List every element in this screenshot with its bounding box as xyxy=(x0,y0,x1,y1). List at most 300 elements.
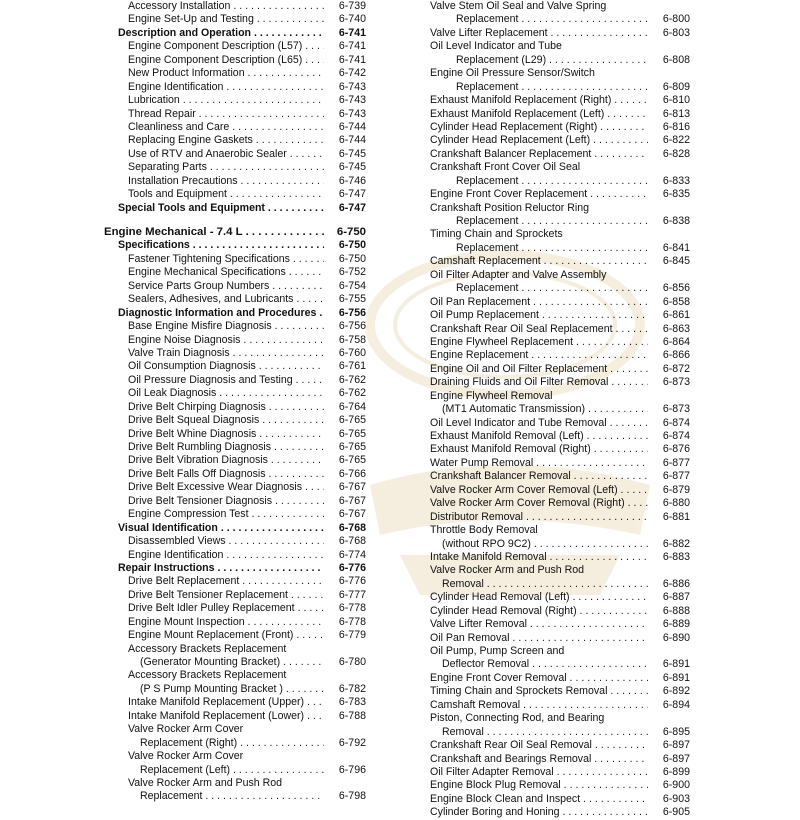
toc-entry-page: 6-747 xyxy=(338,201,366,214)
toc-entry-title: Crankshaft Rear Oil Seal Replacement . . . xyxy=(430,323,648,336)
toc-entry-page: 6-886 xyxy=(662,577,690,590)
toc-entry-title: Valve Rocker Arm Cover xyxy=(128,723,244,736)
toc-entry-page: 6-866 xyxy=(662,349,690,362)
toc-entry-title: Removal . . . xyxy=(442,726,648,739)
toc-entry xyxy=(430,726,690,739)
toc-entry-title: Drive Belt Excessive Wear Diagnosis . . . xyxy=(128,481,324,494)
toc-entry-title: Oil Pan Replacement . . . xyxy=(430,296,648,309)
toc-entry xyxy=(104,441,366,454)
toc-entry-title: Engine Block Clean and Inspect . . . xyxy=(430,793,648,806)
toc-entry xyxy=(430,685,690,698)
toc-entry xyxy=(430,215,690,228)
toc-entry-page: 6-905 xyxy=(662,806,690,819)
toc-entry xyxy=(104,239,366,252)
toc-entry-page: 6-741 xyxy=(338,40,366,53)
toc-entry xyxy=(430,511,690,524)
toc-entry-page: 6-765 xyxy=(338,454,366,467)
toc-entry-title: Cylinder Head Replacement (Right) . . . xyxy=(430,121,648,134)
toc-entry-page: 6-858 xyxy=(662,295,690,308)
toc-entry-page: 6-743 xyxy=(338,94,366,107)
toc-entry xyxy=(430,108,690,121)
toc-entry-title: Drive Belt Whine Diagnosis . . . xyxy=(128,428,324,441)
toc-entry-page: 6-883 xyxy=(662,550,690,563)
toc-entry-page: 6-743 xyxy=(338,107,366,120)
toc-entry xyxy=(430,806,690,819)
toc-entry xyxy=(430,632,690,645)
toc-entry-title: Engine Identification . . . xyxy=(128,549,324,562)
toc-entry-title: Drive Belt Tensioner Replacement . . . xyxy=(128,589,324,602)
toc-entry-page: 6-873 xyxy=(662,376,690,389)
toc-entry-title: Thread Repair . . . xyxy=(128,108,324,121)
toc-entry-title: Drive Belt Chirping Diagnosis . . . xyxy=(128,401,324,414)
toc-entry xyxy=(104,790,366,803)
toc-entry-title: Timing Chain and Sprockets Removal . . . xyxy=(430,685,648,698)
toc-entry-title: Tools and Equipment . . . xyxy=(128,188,324,201)
toc-entry xyxy=(430,67,690,80)
toc-entry-title: Valve Rocker Arm and Push Rod xyxy=(128,776,283,789)
toc-entry xyxy=(104,414,366,427)
toc-entry xyxy=(104,387,366,400)
toc-entry-page: 6-835 xyxy=(662,188,690,201)
toc-entry xyxy=(104,161,366,174)
toc-entry xyxy=(430,430,690,443)
toc-entry-title: Oil Pump, Pump Screen and xyxy=(430,645,565,657)
toc-entry-page: 6-894 xyxy=(662,698,690,711)
toc-entry-title: Engine Front Cover Removal . . . xyxy=(430,672,648,685)
toc-entry-title: Drive Belt Replacement . . . xyxy=(128,575,324,588)
toc-entry-page: 6-880 xyxy=(662,497,690,510)
toc-entry-title: Drive Belt Squeal Diagnosis . . . xyxy=(128,414,324,427)
toc-entry-page: 6-776 xyxy=(338,561,366,574)
toc-entry-title: Engine Replacement . . . xyxy=(430,349,648,362)
toc-entry xyxy=(430,605,690,618)
toc-entry-title: Valve Lifter Replacement . . . xyxy=(430,27,648,40)
toc-entry-title: Specifications . . . xyxy=(118,239,324,252)
toc-entry-title: Lubrication . . . xyxy=(128,94,324,107)
toc-entry-title: Replacement (Right) . . . xyxy=(140,737,324,750)
toc-entry xyxy=(104,253,366,266)
toc-entry-page: 6-874 xyxy=(662,416,690,429)
toc-entry-title: Fastener Tightening Specifications . . . xyxy=(128,253,324,266)
toc-entry-page: 6-899 xyxy=(662,765,690,778)
toc-entry-title: Intake Manifold Removal . . . xyxy=(430,551,648,564)
toc-entry xyxy=(104,374,366,387)
toc-entry xyxy=(430,282,690,295)
toc-entry-page: 6-776 xyxy=(338,575,366,588)
toc-entry-title: Timing Chain and Sprockets xyxy=(430,228,563,241)
toc-entry-title: Base Engine Misfire Diagnosis . . . xyxy=(128,320,324,333)
toc-entry xyxy=(430,672,690,685)
toc-entry-page: 6-777 xyxy=(338,588,366,601)
toc-entry-page: 6-750 xyxy=(338,252,366,265)
toc-entry xyxy=(104,710,366,723)
toc-entry-page: 6-760 xyxy=(338,346,366,359)
toc-entry-title: (Generator Mounting Bracket) . . . xyxy=(140,656,324,669)
toc-entry-page: 6-889 xyxy=(662,618,690,631)
toc-entry-page: 6-779 xyxy=(338,629,366,642)
toc-entry-page: 6-758 xyxy=(338,333,366,346)
toc-entry-title: Oil Pump Replacement . . . xyxy=(430,309,648,322)
toc-entry xyxy=(430,336,690,349)
toc-entry xyxy=(430,712,690,725)
toc-entry-page: 6-744 xyxy=(338,120,366,133)
toc-entry-title: Accessory Brackets Replacement xyxy=(128,669,287,682)
toc-entry-page: 6-887 xyxy=(662,591,690,604)
toc-entry-title: Exhaust Manifold Replacement (Right) . . . xyxy=(430,94,648,107)
toc-entry-page: 6-808 xyxy=(662,53,690,66)
toc-entry-title: Engine Noise Diagnosis . . . xyxy=(128,334,324,347)
toc-entry-page: 6-756 xyxy=(338,306,366,319)
toc-entry-page: 6-798 xyxy=(338,790,366,803)
toc-entry xyxy=(430,269,690,282)
toc-entry xyxy=(430,470,690,483)
toc-entry-title: Oil Leak Diagnosis . . . xyxy=(128,387,324,400)
toc-entry xyxy=(104,495,366,508)
toc-entry-page: 6-816 xyxy=(662,120,690,133)
toc-entry-page: 6-761 xyxy=(338,360,366,373)
toc-entry xyxy=(430,779,690,792)
toc-entry-title: Camshaft Removal . . . xyxy=(430,699,648,712)
toc-entry-title: Disassembled Views . . . xyxy=(128,535,324,548)
toc-entry-title: Valve Stem Oil Seal and Valve Spring xyxy=(430,0,607,12)
toc-entry-title: Engine Compression Test . . . xyxy=(128,508,324,521)
toc-entry xyxy=(104,121,366,134)
toc-entry-page: 6-767 xyxy=(338,508,366,521)
toc-entry-title: Engine Mount Replacement (Front) . . . xyxy=(128,629,324,642)
toc-entry-title: Engine Front Cover Replacement . . . xyxy=(430,188,648,201)
toc-entry-page: 6-872 xyxy=(662,362,690,375)
toc-entry xyxy=(430,618,690,631)
toc-entry-title: Engine Mount Inspection . . . xyxy=(128,616,324,629)
toc-entry-page: 6-895 xyxy=(662,725,690,738)
toc-entry xyxy=(104,202,366,215)
toc-entry xyxy=(104,320,366,333)
toc-entry xyxy=(430,591,690,604)
toc-entry-page: 6-810 xyxy=(662,94,690,107)
toc-entry-page: 6-739 xyxy=(338,0,366,12)
toc-entry-title: Engine Identification . . . xyxy=(128,81,324,94)
toc-entry xyxy=(104,0,366,13)
toc-entry-title: Accessory Installation . . . xyxy=(128,0,324,13)
toc-entry-title: Cylinder Head Removal (Right) . . . xyxy=(430,605,648,618)
toc-entry xyxy=(430,497,690,510)
toc-entry xyxy=(104,13,366,26)
toc-entry xyxy=(104,280,366,293)
toc-entry-page: 6-764 xyxy=(338,400,366,413)
toc-entry-page: 6-828 xyxy=(662,147,690,160)
toc-entry-page: 6-877 xyxy=(662,470,690,483)
toc-entry-title: Intake Manifold Replacement (Upper) . . . xyxy=(128,696,324,709)
toc-entry xyxy=(104,602,366,615)
toc-entry xyxy=(104,454,366,467)
toc-entry xyxy=(104,669,366,682)
toc-entry-page: 6-768 xyxy=(338,535,366,548)
toc-entry xyxy=(104,643,366,656)
toc-entry-page: 6-740 xyxy=(338,13,366,26)
toc-entry-page: 6-900 xyxy=(662,779,690,792)
toc-entry xyxy=(430,739,690,752)
toc-entry xyxy=(430,363,690,376)
toc-entry xyxy=(104,616,366,629)
toc-entry-title: Valve Rocker Arm Cover Removal (Left) . . . xyxy=(430,484,648,497)
toc-entry-title: Replacing Engine Gaskets . . . xyxy=(128,134,324,147)
toc-entry-title: Replacement (Left) . . . xyxy=(140,764,324,777)
toc-entry-title: Intake Manifold Replacement (Lower) . . . xyxy=(128,710,324,723)
toc-entry-page: 6-897 xyxy=(662,739,690,752)
toc-entry xyxy=(430,81,690,94)
toc-entry-page: 6-888 xyxy=(662,604,690,617)
toc-entry-title: (without RPO 9C2) . . . xyxy=(442,538,648,551)
toc-entry xyxy=(104,94,366,107)
toc-entry-page: 6-767 xyxy=(338,481,366,494)
toc-entry-title: Replacement . . . xyxy=(456,282,648,295)
toc-entry-page: 6-783 xyxy=(338,696,366,709)
toc-entry-page: 6-774 xyxy=(338,548,366,561)
toc-entry xyxy=(104,549,366,562)
toc-entry xyxy=(104,148,366,161)
toc-entry-page: 6-796 xyxy=(338,763,366,776)
toc-entry-page: 6-778 xyxy=(338,615,366,628)
toc-entry-page: 6-838 xyxy=(662,215,690,227)
toc-entry-title: Crankshaft and Bearings Removal . . . xyxy=(430,753,648,766)
toc-entry-title: Crankshaft Rear Oil Seal Removal . . . xyxy=(430,739,648,752)
toc-entry xyxy=(430,309,690,322)
toc-entry-page: 6-822 xyxy=(662,134,690,147)
toc-entry xyxy=(104,589,366,602)
toc-entry-title: Deflector Removal . . . xyxy=(442,658,648,671)
toc-entry-page: 6-864 xyxy=(662,335,690,348)
toc-entry xyxy=(104,522,366,535)
toc-entry-page: 6-741 xyxy=(338,26,366,39)
toc-entry-page: 6-750 xyxy=(338,239,366,252)
toc-entry xyxy=(430,27,690,40)
toc-entry xyxy=(104,360,366,373)
toc-entry-title: Piston, Connecting Rod, and Bearing xyxy=(430,712,605,725)
toc-entry-page: 6-765 xyxy=(338,414,366,427)
toc-entry-page: 6-742 xyxy=(338,67,366,80)
toc-entry-page: 6-746 xyxy=(338,174,366,187)
toc-entry-title: Accessory Brackets Replacement xyxy=(128,642,287,655)
toc-entry-title: Crankshaft Front Cover Oil Seal xyxy=(430,161,581,174)
toc-entry-page: 6-877 xyxy=(662,456,690,469)
toc-entry-page: 6-845 xyxy=(662,255,690,268)
toc-entry-title: Diagnostic Information and Procedures . . . xyxy=(118,307,324,320)
toc-entry-title: Service Parts Group Numbers . . . xyxy=(128,280,324,293)
toc-entry-title: Replacement (L29) . . . xyxy=(456,54,648,67)
toc-entry-page: 6-755 xyxy=(338,293,366,306)
toc-column-left xyxy=(104,0,366,804)
toc-entry-page: 6-788 xyxy=(338,709,366,722)
toc-entry-page: 6-876 xyxy=(662,443,690,456)
toc-entry-title: Replacement . . . xyxy=(140,790,324,803)
toc-entry xyxy=(430,188,690,201)
toc-entry xyxy=(104,737,366,750)
toc-entry-page: 6-813 xyxy=(662,107,690,120)
toc-entry xyxy=(104,40,366,53)
toc-entry-page: 6-861 xyxy=(662,309,690,322)
toc-entry xyxy=(430,443,690,456)
toc-entry-page: 6-765 xyxy=(338,427,366,440)
toc-entry-title: Draining Fluids and Oil Filter Removal . . . xyxy=(430,376,648,389)
toc-entry-title: Oil Filter Adapter Removal . . . xyxy=(430,766,648,779)
toc-entry-page: 6-745 xyxy=(338,161,366,174)
toc-entry xyxy=(104,750,366,763)
toc-entry-title: Separating Parts . . . xyxy=(128,161,324,174)
toc-entry-page: 6-879 xyxy=(662,483,690,496)
toc-entry-title: Drive Belt Vibration Diagnosis . . . xyxy=(128,454,324,467)
toc-entry-page: 6-766 xyxy=(338,467,366,480)
toc-entry-title: Installation Precautions . . . xyxy=(128,175,324,188)
toc-entry-page: 6-892 xyxy=(662,685,690,698)
toc-entry xyxy=(104,696,366,709)
toc-entry xyxy=(430,376,690,389)
toc-entry-page: 6-874 xyxy=(662,430,690,442)
toc-entry xyxy=(430,417,690,430)
toc-entry-title: Oil Level Indicator and Tube xyxy=(430,40,562,53)
toc-entry xyxy=(104,428,366,441)
toc-entry xyxy=(430,323,690,336)
toc-entry-page: 6-897 xyxy=(662,752,690,765)
toc-entry-title: Engine Set-Up and Testing . . . xyxy=(128,13,324,26)
toc-entry-title: Engine Component Description (L65) . . . xyxy=(128,54,324,67)
toc-entry-title: Cylinder Head Removal (Left) . . . xyxy=(430,591,648,604)
toc-entry-title: Crankshaft Position Reluctor Ring xyxy=(430,201,589,214)
toc-entry xyxy=(430,390,690,403)
toc-entry-title: Throttle Body Removal xyxy=(430,524,538,537)
toc-entry-page: 6-744 xyxy=(338,134,366,147)
toc-entry-title: Crankshaft Balancer Removal . . . xyxy=(430,470,648,483)
toc-entry-page: 6-833 xyxy=(662,174,690,187)
toc-entry xyxy=(430,645,690,658)
toc-entry-title: Oil Consumption Diagnosis . . . xyxy=(128,360,324,373)
toc-entry-title: Valve Rocker Arm Cover xyxy=(128,750,244,763)
toc-entry-title: Valve Rocker Arm Cover Removal (Right) . . . xyxy=(430,497,648,510)
toc-entry-title: Engine Mechanical - 7.4 L . . . xyxy=(104,226,324,239)
toc-entry-title: Engine Flywheel Removal xyxy=(430,389,553,402)
toc-entry xyxy=(104,562,366,575)
toc-entry xyxy=(104,347,366,360)
toc-entry-title: Engine Mechanical Specifications . . . xyxy=(128,266,324,279)
toc-entry-page: 6-873 xyxy=(662,403,690,416)
toc-entry xyxy=(104,188,366,201)
toc-entry xyxy=(430,148,690,161)
toc-entry-title: Oil Filter Adapter and Valve Assembly xyxy=(430,268,607,281)
toc-entry-page: 6-762 xyxy=(338,373,366,386)
toc-column-right xyxy=(430,0,690,820)
toc-entry-page: 6-745 xyxy=(338,147,366,160)
toc-entry-title: (P S Pump Mounting Bracket ) . . . xyxy=(140,683,324,696)
toc-entry xyxy=(430,538,690,551)
toc-entry-page: 6-792 xyxy=(338,736,366,749)
toc-entry xyxy=(104,266,366,279)
toc-entry xyxy=(430,242,690,255)
toc-entry-title: Valve Rocker Arm and Push Rod xyxy=(430,564,585,577)
toc-entry xyxy=(104,293,366,306)
toc-entry-title: Valve Lifter Removal . . . xyxy=(430,618,648,631)
toc-entry xyxy=(104,134,366,147)
toc-entry xyxy=(104,508,366,521)
toc-entry-title: Cylinder Head Replacement (Left) . . . xyxy=(430,134,648,147)
toc-entry-title: Engine Flywheel Replacement . . . xyxy=(430,336,648,349)
toc-entry-page: 6-809 xyxy=(662,80,690,93)
toc-entry xyxy=(104,401,366,414)
toc-entry-title: Engine Oil and Oil Filter Replacement . . . xyxy=(430,363,648,376)
toc-entry-title: Cleanliness and Care . . . xyxy=(128,121,324,134)
toc-entry-title: Drive Belt Tensioner Diagnosis . . . xyxy=(128,495,324,508)
toc-entry xyxy=(430,551,690,564)
toc-entry-page: 6-841 xyxy=(662,241,690,254)
toc-entry xyxy=(104,108,366,121)
toc-entry-title: Drive Belt Rumbling Diagnosis . . . xyxy=(128,441,324,454)
toc-entry-page: 6-780 xyxy=(338,656,366,668)
toc-entry-title: Special Tools and Equipment . . . xyxy=(118,202,324,215)
toc-entry xyxy=(104,723,366,736)
toc-entry-title: Valve Train Diagnosis . . . xyxy=(128,347,324,360)
toc-entry-title: Replacement . . . xyxy=(456,215,648,228)
toc-entry-page: 6-782 xyxy=(338,682,366,695)
toc-entry-title: Sealers, Adhesives, and Lubricants . . . xyxy=(128,293,324,306)
toc-entry-title: Description and Operation . . . xyxy=(118,27,324,40)
toc-entry-title: (MT1 Automatic Transmission) . . . xyxy=(442,403,648,416)
toc-entry xyxy=(430,578,690,591)
toc-entry xyxy=(104,683,366,696)
toc-entry-title: Repair Instructions . . . xyxy=(118,562,324,575)
toc-entry-title: Distributor Removal . . . xyxy=(430,511,648,524)
toc-entry-title: Engine Block Plug Removal . . . xyxy=(430,779,648,792)
toc-entry xyxy=(430,161,690,174)
toc-entry xyxy=(430,54,690,67)
toc-entry xyxy=(104,468,366,481)
toc-entry-title: Use of RTV and Anaerobic Sealer . . . xyxy=(128,148,324,161)
toc-entry-title: Exhaust Manifold Removal (Left) . . . xyxy=(430,430,648,443)
toc-entry xyxy=(104,629,366,642)
toc-entry-title: Oil Pan Removal . . . xyxy=(430,632,648,645)
toc-entry xyxy=(430,255,690,268)
toc-entry-title: Replacement . . . xyxy=(456,81,648,94)
toc-entry-title: Camshaft Replacement . . . xyxy=(430,255,648,268)
toc-entry-page: 6-803 xyxy=(662,26,690,39)
toc-entry-page: 6-882 xyxy=(662,537,690,550)
toc-entry-page: 6-768 xyxy=(338,521,366,534)
toc-entry xyxy=(430,228,690,241)
toc-entry-title: Engine Oil Pressure Sensor/Switch xyxy=(430,67,595,80)
toc-entry-page: 6-756 xyxy=(338,320,366,333)
toc-entry-title: New Product Information . . . xyxy=(128,67,324,80)
toc-entry xyxy=(104,175,366,188)
toc-entry-page: 6-750 xyxy=(336,226,366,238)
toc-entry-page: 6-891 xyxy=(662,658,690,671)
toc-entry xyxy=(104,334,366,347)
toc-entry-title: Replacement . . . xyxy=(456,175,648,188)
toc-entry xyxy=(430,699,690,712)
toc-entry-title: Exhaust Manifold Removal (Right) . . . xyxy=(430,443,648,456)
toc-entry xyxy=(104,81,366,94)
toc-entry xyxy=(430,0,690,13)
toc-entry xyxy=(430,484,690,497)
toc-entry-page: 6-856 xyxy=(662,282,690,295)
toc-entry xyxy=(104,67,366,80)
toc-entry-title: Oil Pressure Diagnosis and Testing . . . xyxy=(128,374,324,387)
toc-entry xyxy=(430,175,690,188)
toc-entry xyxy=(104,764,366,777)
toc-entry-page: 6-903 xyxy=(662,792,690,805)
toc-entry xyxy=(430,658,690,671)
toc-entry-title: Replacement . . . xyxy=(456,13,648,26)
toc-entry xyxy=(430,403,690,416)
toc-entry xyxy=(430,94,690,107)
toc-entry-title: Replacement . . . xyxy=(456,242,648,255)
toc-entry-page: 6-800 xyxy=(662,13,690,26)
